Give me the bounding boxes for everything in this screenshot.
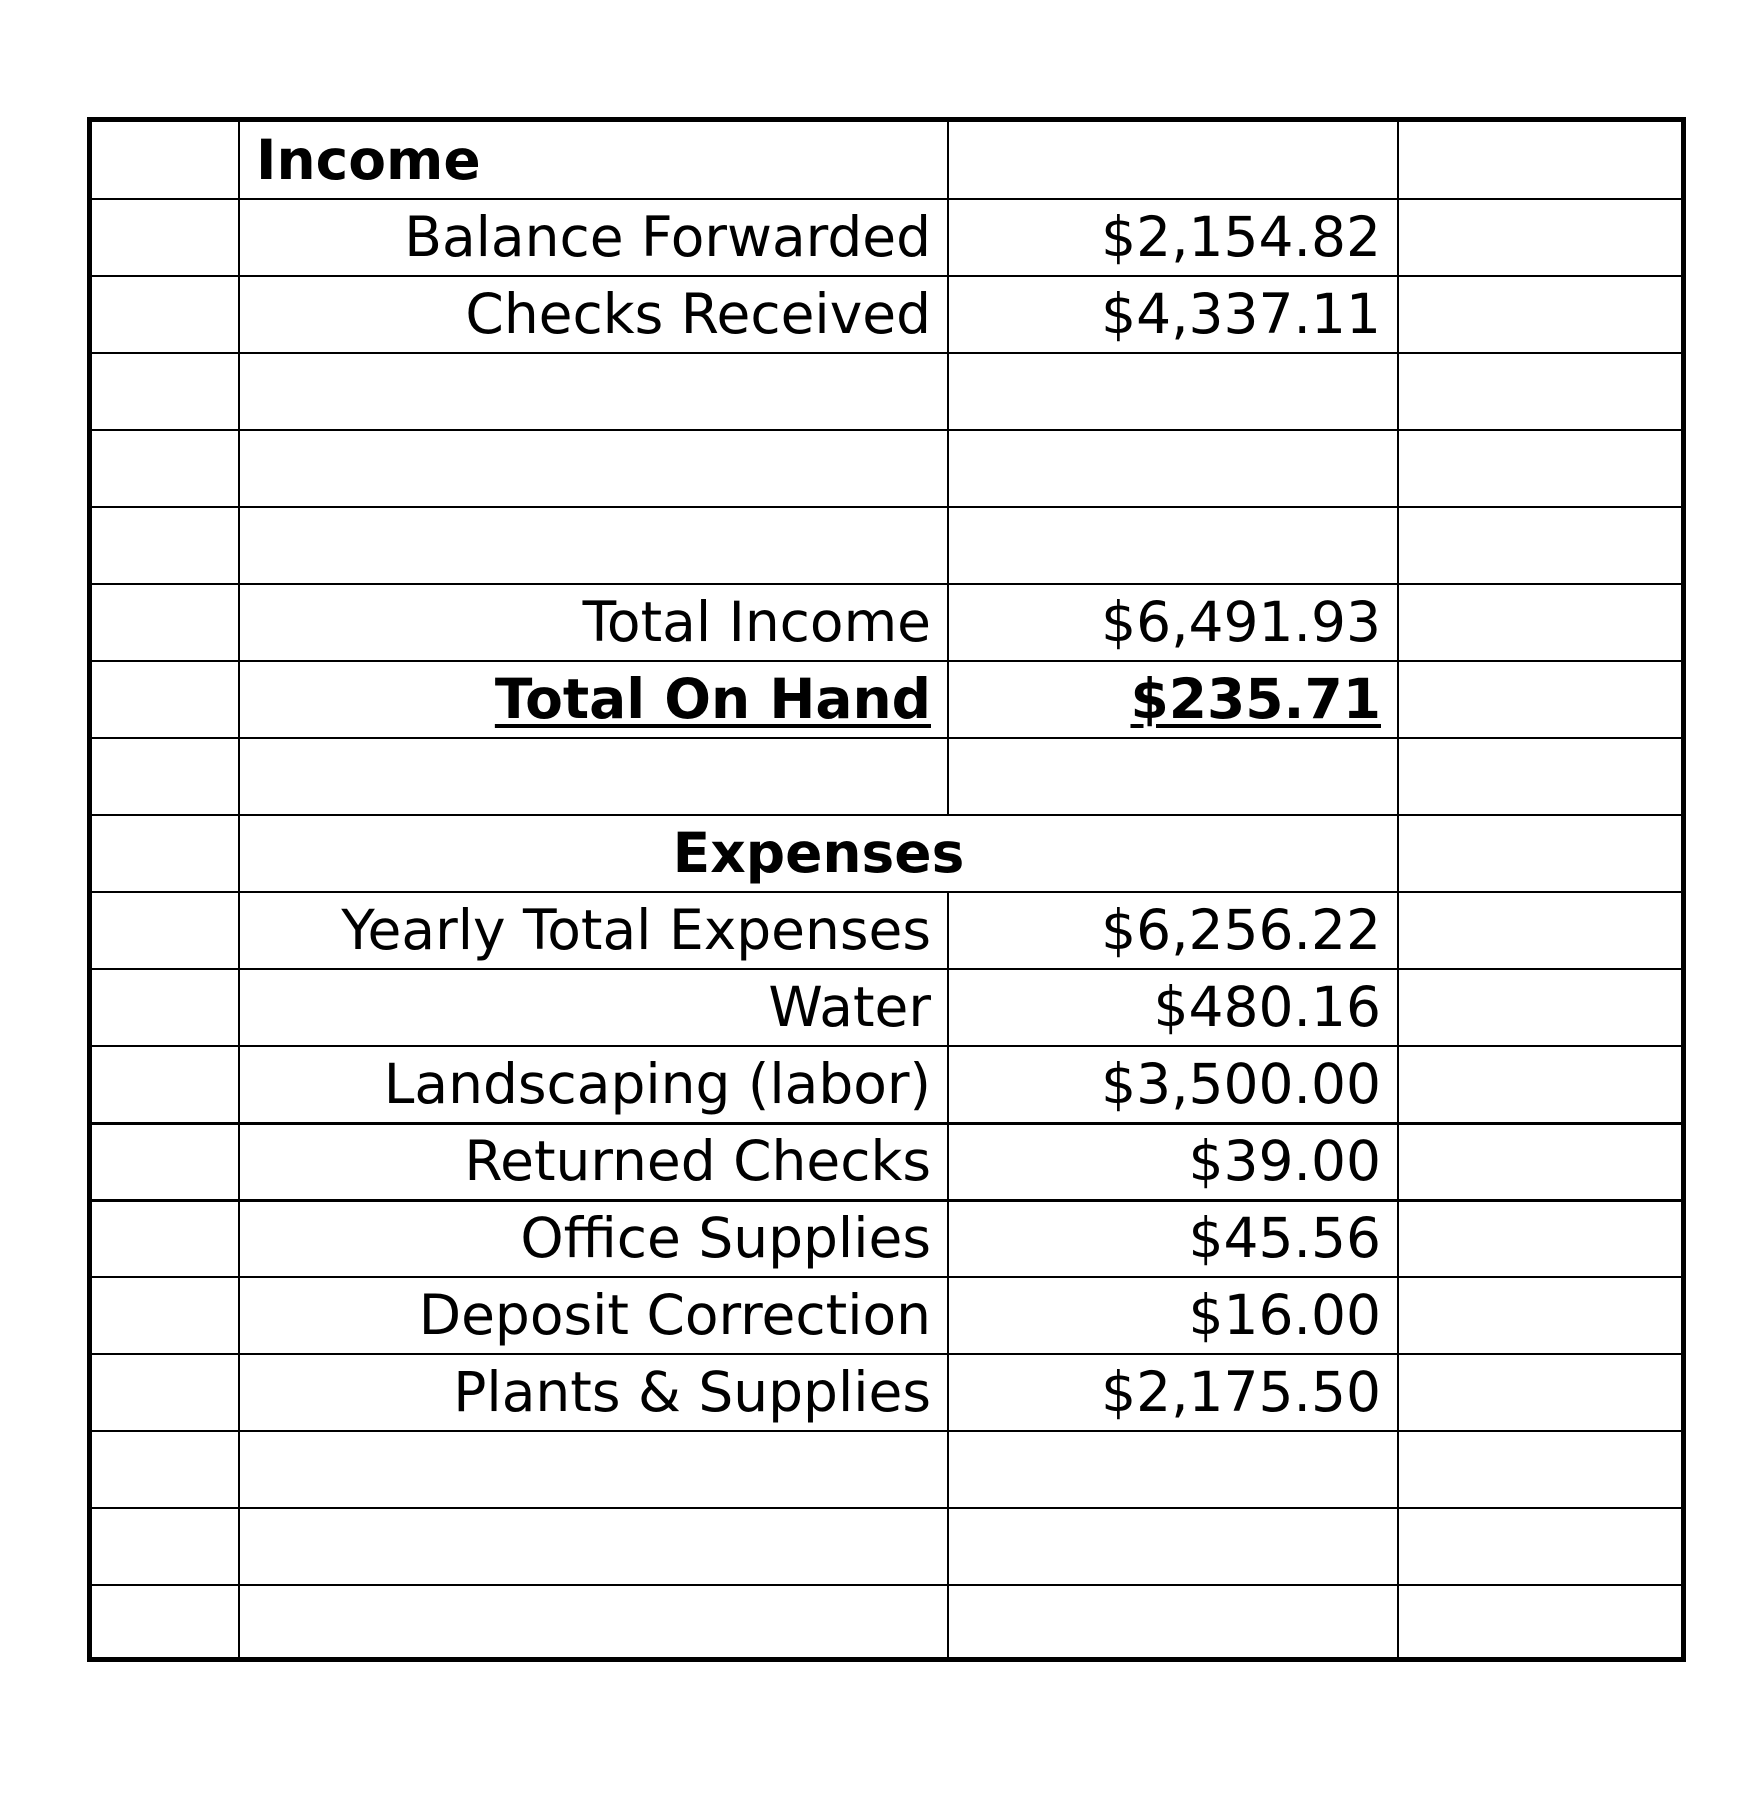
cell[interactable]: [1398, 507, 1681, 584]
cell[interactable]: [92, 353, 239, 430]
table-row: [92, 661, 1681, 738]
table-row: [92, 584, 1681, 661]
cell[interactable]: [92, 1585, 239, 1662]
table-row: [92, 1123, 1681, 1200]
expense-row-amount[interactable]: $3,500.00: [948, 1046, 1398, 1123]
income-heading[interactable]: Income: [239, 122, 948, 199]
total-on-hand-label: Total On Hand: [494, 667, 931, 731]
expense-row-label[interactable]: Landscaping (labor): [239, 1046, 948, 1123]
expense-row-amount[interactable]: $39.00: [948, 1123, 1398, 1200]
expense-row-amount[interactable]: $16.00: [948, 1277, 1398, 1354]
cell[interactable]: [92, 969, 239, 1046]
cell[interactable]: [92, 584, 239, 661]
cell[interactable]: [1398, 276, 1681, 353]
table-row: [92, 430, 1681, 507]
cell[interactable]: [239, 430, 948, 507]
cell[interactable]: [92, 1046, 239, 1123]
table-row: [92, 892, 1681, 969]
cell[interactable]: [92, 430, 239, 507]
income-row-amount[interactable]: $2,154.82: [948, 199, 1398, 276]
table-row: [92, 738, 1681, 815]
table-row: [92, 276, 1681, 353]
cell[interactable]: [948, 1585, 1398, 1662]
cell[interactable]: [948, 122, 1398, 199]
expense-row-amount[interactable]: $6,256.22: [948, 892, 1398, 969]
cell[interactable]: [1398, 1046, 1681, 1123]
cell[interactable]: [239, 353, 948, 430]
cell[interactable]: [239, 1431, 948, 1508]
total-on-hand-amount: $235.71: [1130, 667, 1381, 731]
cell[interactable]: [1398, 122, 1681, 199]
cell[interactable]: [92, 1123, 239, 1200]
expense-row-label[interactable]: Deposit Correction: [239, 1277, 948, 1354]
cell[interactable]: [92, 815, 239, 892]
table-row: [92, 1354, 1681, 1431]
cell[interactable]: [1398, 892, 1681, 969]
cell[interactable]: [1398, 584, 1681, 661]
cell[interactable]: [239, 1585, 948, 1662]
cell[interactable]: [1398, 430, 1681, 507]
cell[interactable]: [1398, 1585, 1681, 1662]
table-row: [92, 1046, 1681, 1123]
cell[interactable]: [92, 122, 239, 199]
expense-row-amount[interactable]: $480.16: [948, 969, 1398, 1046]
expense-row-label[interactable]: Returned Checks: [239, 1123, 948, 1200]
cell[interactable]: [92, 507, 239, 584]
cell[interactable]: [1398, 815, 1681, 892]
cell[interactable]: [1398, 1277, 1681, 1354]
total-income-label[interactable]: Total Income: [239, 584, 948, 661]
income-row-label[interactable]: Checks Received: [239, 276, 948, 353]
income-row-amount[interactable]: $4,337.11: [948, 276, 1398, 353]
cell[interactable]: [1398, 1431, 1681, 1508]
cell[interactable]: [1398, 1508, 1681, 1585]
expense-row-label[interactable]: Water: [239, 969, 948, 1046]
cell[interactable]: [1398, 1200, 1681, 1277]
cell[interactable]: [92, 276, 239, 353]
cell[interactable]: [92, 1431, 239, 1508]
table-row: [92, 353, 1681, 430]
table-row: [92, 507, 1681, 584]
cell[interactable]: [92, 1354, 239, 1431]
cell[interactable]: [1398, 738, 1681, 815]
expense-row-label[interactable]: Plants & Supplies: [239, 1354, 948, 1431]
table-row: [92, 1431, 1681, 1508]
table-row: [92, 1200, 1681, 1277]
table-row: [92, 199, 1681, 276]
cell[interactable]: [92, 738, 239, 815]
cell[interactable]: [948, 1431, 1398, 1508]
cell[interactable]: [239, 1508, 948, 1585]
cell[interactable]: [1398, 1123, 1681, 1200]
expense-row-label[interactable]: Yearly Total Expenses: [239, 892, 948, 969]
cell[interactable]: [92, 199, 239, 276]
cell[interactable]: [948, 353, 1398, 430]
cell[interactable]: [92, 892, 239, 969]
cell[interactable]: [1398, 199, 1681, 276]
ledger-table: [92, 122, 1681, 1662]
table-row: [92, 1508, 1681, 1585]
cell[interactable]: [1398, 353, 1681, 430]
total-on-hand-amount-cell[interactable]: [948, 661, 1398, 738]
cell[interactable]: [948, 738, 1398, 815]
cell[interactable]: [948, 430, 1398, 507]
cell[interactable]: [92, 661, 239, 738]
cell[interactable]: [948, 507, 1398, 584]
table-row: [92, 122, 1681, 199]
table-row: [92, 1277, 1681, 1354]
cell[interactable]: [92, 1200, 239, 1277]
cell[interactable]: [239, 507, 948, 584]
cell[interactable]: [92, 1277, 239, 1354]
expense-row-amount[interactable]: $2,175.50: [948, 1354, 1398, 1431]
total-on-hand-label-cell[interactable]: [239, 661, 948, 738]
cell[interactable]: [239, 738, 948, 815]
cell[interactable]: [1398, 1354, 1681, 1431]
table-row: [92, 815, 1681, 892]
income-row-label[interactable]: Balance Forwarded: [239, 199, 948, 276]
cell[interactable]: [92, 1508, 239, 1585]
ledger-sheet: [87, 117, 1686, 1662]
cell[interactable]: [1398, 661, 1681, 738]
cell[interactable]: [948, 1508, 1398, 1585]
expenses-heading[interactable]: Expenses: [239, 815, 1398, 892]
total-income-amount[interactable]: $6,491.93: [948, 584, 1398, 661]
table-row: [92, 969, 1681, 1046]
table-row: [92, 1585, 1681, 1662]
expense-row-amount[interactable]: $45.56: [948, 1200, 1398, 1277]
cell[interactable]: [1398, 969, 1681, 1046]
expense-row-label[interactable]: Office Supplies: [239, 1200, 948, 1277]
